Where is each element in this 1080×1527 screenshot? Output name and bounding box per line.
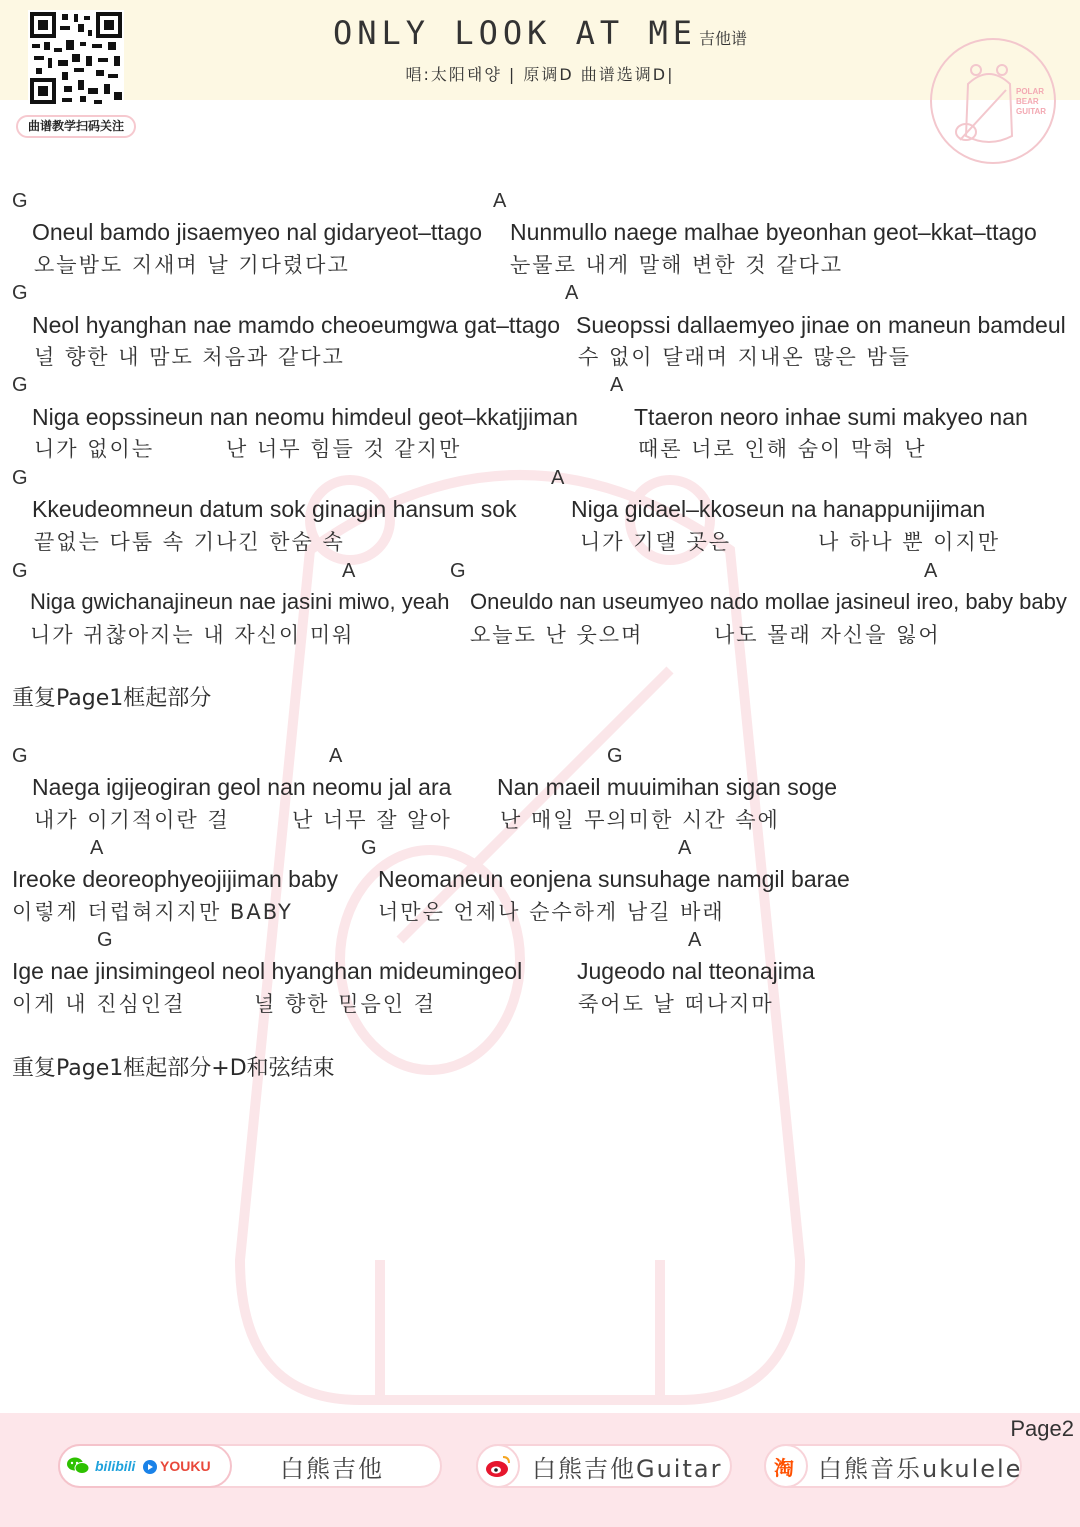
korean-line: 니가 귀찮아지는 내 자신이 미워 [30,623,355,647]
page-number: Page2 [1010,1416,1074,1441]
chord-label: G [12,467,28,489]
korean-line: 이렇게 더럽혀지지만 BABY [12,900,293,924]
qr-caption: 曲谱教学扫码关注 [16,115,136,138]
korean-line: 난 너무 힘들 것 같지만 [226,437,462,461]
youku-play-icon [143,1459,157,1473]
korean-line: 때론 너로 인해 숨이 막혀 난 [638,437,927,461]
korean-line: 내가 이기적이란 걸 [34,808,230,832]
chord-label: G [97,929,113,951]
chord-label: A [90,837,104,859]
lyric-line: Niga gwichanajineun nae jasini miwo, yeah [30,589,450,614]
wechat-icon [66,1456,90,1476]
logo-text-guitar: GUITAR [1016,107,1047,116]
korean-line: 오늘밤도 지새며 날 기다렸다고 [34,253,350,277]
korean-line: 널 향한 내 맘도 처음과 같다고 [34,345,345,369]
repeat-note: 重复Page1框起部分 [12,686,212,711]
lyric-line: Ttaeron neoro inhae sumi makyeo nan [634,404,1028,430]
taobao-icon [764,1444,808,1488]
chord-label: G [361,837,377,859]
korean-line: 너만은 언제나 순수하게 남길 바래 [378,900,725,924]
lyric-line: Oneul bamdo jisaemyeo nal gidaryeot–ttago [32,219,483,245]
chord-label: A [678,837,692,859]
lyric-line: Sueopssi dallaemyeo jinae on maneun bamdeul [576,312,1066,338]
korean-line: 끝없는 다툼 속 기나긴 한숨 속 [34,530,345,554]
lyric-line: Niga eopssineun nan neomu himdeul geot–kkatjjiman [32,404,578,430]
repeat-note: 重复Page1框起部分+D和弦结束 [12,1056,335,1081]
korean-line: 죽어도 날 떠나지마 [578,992,774,1016]
korean-line: 니가 없이는 [34,437,155,461]
weibo-icon [476,1444,520,1488]
chord-label: A [688,929,702,951]
taobao-glyph: 淘 [774,1456,794,1480]
lyric-line: Ireoke deoreophyeojijiman baby [12,866,339,892]
chord-label: G [12,190,28,212]
chord-label: G [12,374,28,396]
chord-label: A [924,560,938,582]
chord-label: G [607,745,623,767]
title-suffix: 吉他谱 [698,29,747,48]
chord-label: A [610,374,624,396]
chord-label: G [12,282,28,304]
korean-line: 나 하나 뿐 이지만 [818,530,1001,554]
korean-line: 난 매일 무의미한 시간 속에 [500,808,780,832]
korean-line: 오늘도 난 웃으며 [470,623,644,647]
lyric-line: Jugeodo nal tteonajima [577,958,815,984]
korean-line: 난 너무 잘 알아 [292,808,452,832]
chord-label: G [12,560,28,582]
lyric-line: Ige nae jinsimingeol neol hyanghan mideumingeol [12,958,523,984]
pill-label-baixiong-guitar[interactable]: 白熊吉他 [280,1455,384,1483]
lyric-line: Neomaneun eonjena sunsuhage namgil barae [378,866,850,892]
korean-line: 니가 기댈 곳은 [580,530,732,554]
lyric-line: Oneuldo nan useumyeo nado mollae jasineul ireo, baby baby [470,589,1067,614]
lyric-line: Nunmullo naege malhae byeonhan geot–kkat–ttago [510,219,1037,245]
korean-line: 수 없이 달래며 지내온 많은 밤들 [578,345,912,369]
chord-label: A [329,745,343,767]
chord-label: A [565,282,579,304]
korean-line: 이게 내 진심인걸 [12,992,186,1016]
pill-label-weibo[interactable]: 白熊吉他Guitar [532,1455,723,1483]
chord-label: A [342,560,356,582]
chord-label: A [493,190,507,212]
lyric-line: Neol hyanghan nae mamdo cheoeumgwa gat–ttago [32,312,561,338]
lyric-line: Naega igijeogiran geol nan neomu jal ara [32,774,452,800]
chord-label: A [551,467,565,489]
logo-text-polar: POLAR [1016,87,1044,96]
chord-label: G [450,560,466,582]
youku-icon: YOUKU [160,1458,211,1474]
song-subtitle: 唱:太阳태양 | 原调D 曲谱选调D| [405,65,675,84]
pill-label-taobao[interactable]: 白熊音乐ukulele [818,1455,1023,1483]
korean-line: 널 향한 믿음인 걸 [254,992,437,1016]
lyric-line: Niga gidael–kkoseun na hanappunijiman [571,496,986,522]
chord-label: G [12,745,28,767]
song-title: ONLY LOOK AT ME [333,14,697,52]
bilibili-icon: bilibili [95,1458,136,1474]
logo-text-bear: BEAR [1016,97,1039,106]
korean-line: 눈물로 내게 말해 변한 것 같다고 [510,253,844,277]
korean-line: 나도 몰래 자신을 잃어 [714,623,941,647]
lyric-line: Nan maeil muuimihan sigan soge [497,774,838,800]
lyric-line: Kkeudeomneun datum sok ginagin hansum sok [32,496,517,522]
